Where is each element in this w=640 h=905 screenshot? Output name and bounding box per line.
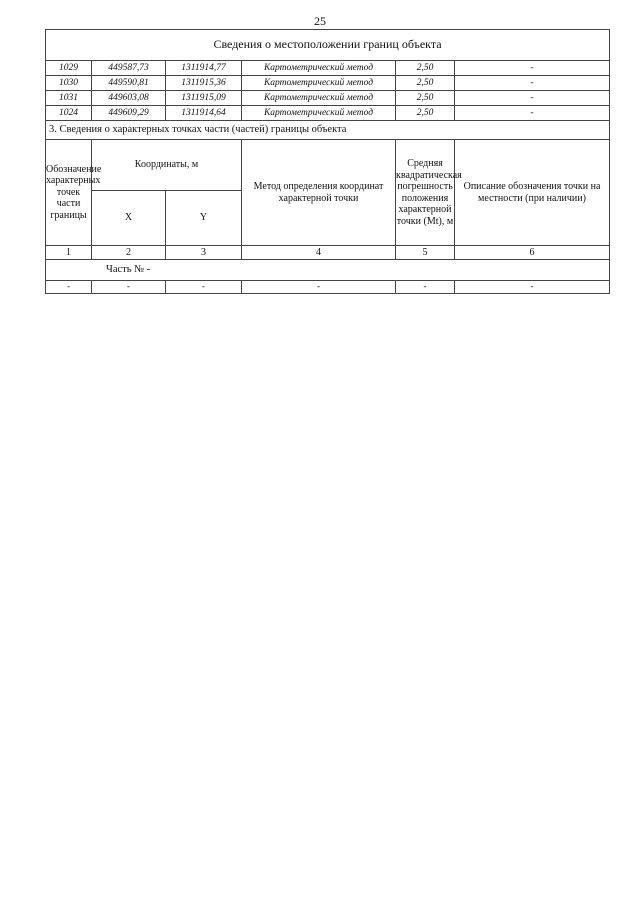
point-y: 1311915,36 bbox=[166, 76, 242, 91]
point-x: 449587,73 bbox=[92, 61, 166, 76]
page-number: 25 bbox=[314, 14, 326, 28]
point-y: 1311915,09 bbox=[166, 91, 242, 106]
col-number: 4 bbox=[242, 246, 396, 260]
point-mt: 2,50 bbox=[396, 61, 455, 76]
table-row bbox=[46, 91, 610, 106]
point-id: 1030 bbox=[46, 76, 92, 91]
section3-title: 3. Сведения о характерных точках части (частей) границы объекта bbox=[46, 121, 610, 140]
empty-cell: - bbox=[166, 281, 242, 294]
table-row bbox=[46, 61, 610, 76]
point-x: 449603,08 bbox=[92, 91, 166, 106]
col-number: 5 bbox=[396, 246, 455, 260]
point-method: Картометрический метод bbox=[242, 106, 396, 121]
part-label: Часть № - bbox=[46, 260, 610, 281]
column-numbers-row bbox=[46, 246, 610, 260]
table-row bbox=[46, 281, 610, 294]
point-desc: - bbox=[455, 106, 610, 121]
point-x: 449609,29 bbox=[92, 106, 166, 121]
point-id: 1031 bbox=[46, 91, 92, 106]
point-y: 1311914,64 bbox=[166, 106, 242, 121]
point-id: 1024 bbox=[46, 106, 92, 121]
col-header-point: Обозначение характерных точек части границы bbox=[46, 140, 92, 246]
empty-cell: - bbox=[242, 281, 396, 294]
point-id: 1029 bbox=[46, 61, 92, 76]
col-header-method: Метод определения координат характерной точки bbox=[242, 140, 396, 246]
point-mt: 2,50 bbox=[396, 76, 455, 91]
col-header-x: X bbox=[92, 191, 166, 246]
empty-cell: - bbox=[46, 281, 92, 294]
empty-cell: - bbox=[92, 281, 166, 294]
empty-cell: - bbox=[396, 281, 455, 294]
col-number: 2 bbox=[92, 246, 166, 260]
point-method: Картометрический метод bbox=[242, 91, 396, 106]
section-title: Сведения о местоположении границ объекта bbox=[46, 30, 610, 61]
table-row bbox=[46, 76, 610, 91]
point-mt: 2,50 bbox=[396, 91, 455, 106]
col-number: 1 bbox=[46, 246, 92, 260]
point-method: Картометрический метод bbox=[242, 61, 396, 76]
col-header-mt: Средняя квадратическая погрешность положения характерной точки (Mt), м bbox=[396, 140, 455, 246]
col-header-y: Y bbox=[166, 191, 242, 246]
col-number: 3 bbox=[166, 246, 242, 260]
empty-cell: - bbox=[455, 281, 610, 294]
point-method: Картометрический метод bbox=[242, 76, 396, 91]
point-desc: - bbox=[455, 76, 610, 91]
boundary-table bbox=[45, 29, 610, 294]
table-row bbox=[46, 106, 610, 121]
point-x: 449590,81 bbox=[92, 76, 166, 91]
col-header-coords: Координаты, м bbox=[92, 140, 242, 191]
point-desc: - bbox=[455, 91, 610, 106]
col-number: 6 bbox=[455, 246, 610, 260]
point-mt: 2,50 bbox=[396, 106, 455, 121]
point-y: 1311914,77 bbox=[166, 61, 242, 76]
point-desc: - bbox=[455, 61, 610, 76]
col-header-desc: Описание обозначения точки на местности (при наличии) bbox=[455, 140, 610, 246]
